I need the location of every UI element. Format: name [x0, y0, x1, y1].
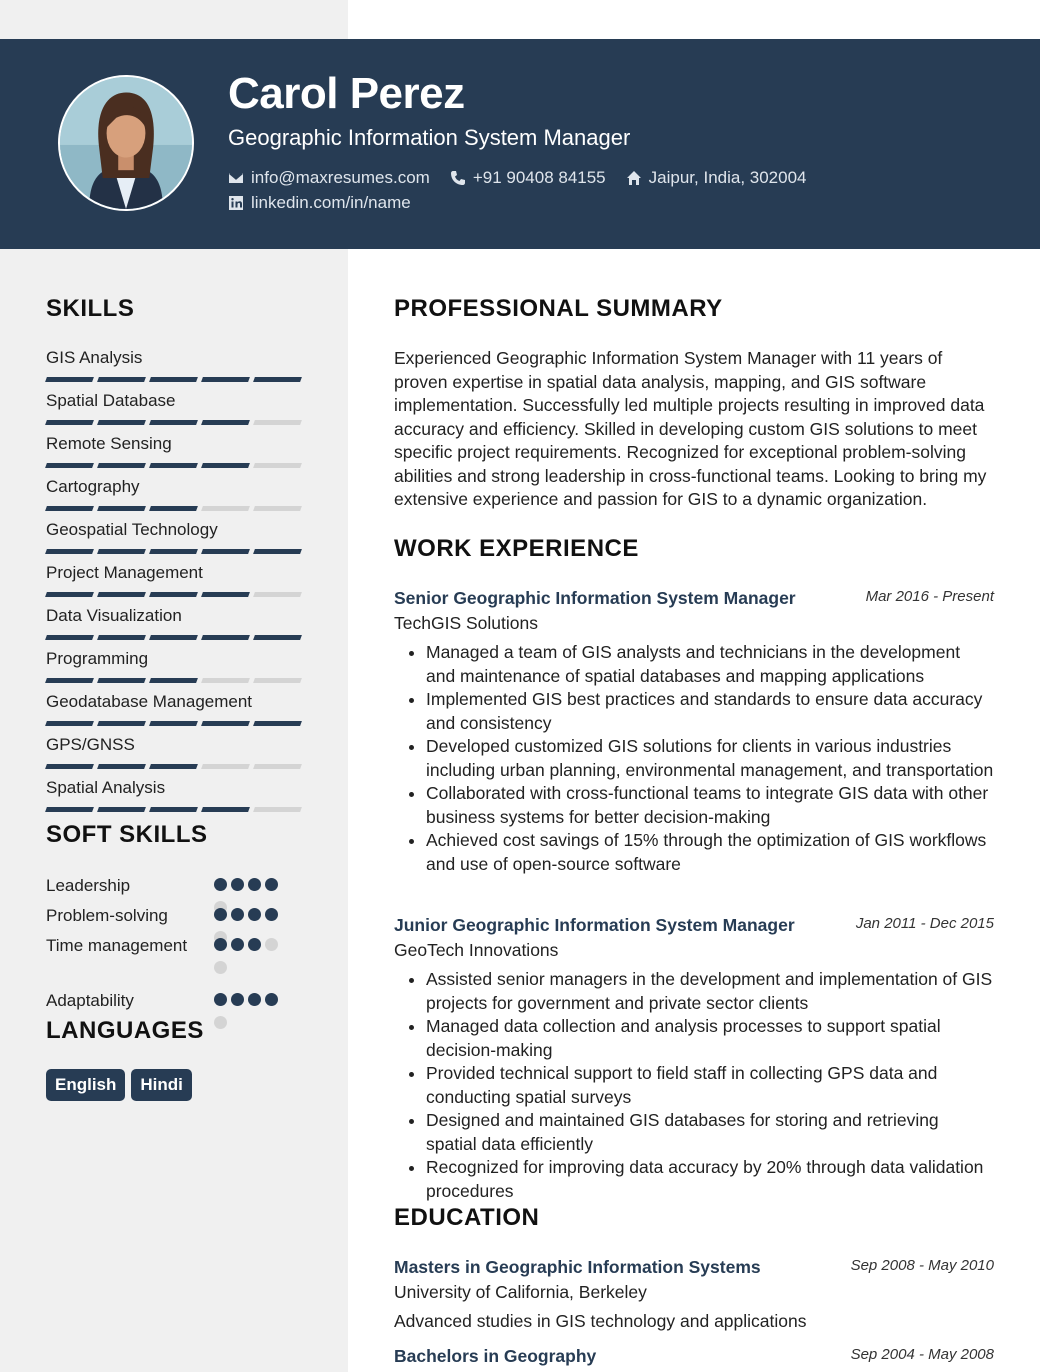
education-description: Advanced studies in GIS technology and applications	[394, 1311, 807, 1331]
candidate-title: Geographic Information System Manager	[228, 125, 631, 150]
job-entry	[394, 915, 994, 1203]
school-name: University of California, Berkeley	[394, 1282, 647, 1302]
skill-level-segment	[45, 807, 94, 812]
rating-dot	[214, 878, 227, 891]
skill-item	[46, 605, 302, 648]
soft-skill-name: Leadership	[46, 876, 131, 895]
skill-level-segment	[149, 807, 198, 812]
rating-dot	[214, 1016, 227, 1029]
skill-level-segment	[201, 420, 250, 425]
education-entry	[394, 1346, 994, 1367]
soft-skills-heading: SOFT SKILLS	[46, 821, 208, 848]
rating-dot	[248, 908, 261, 921]
skill-name: Remote Sensing	[46, 434, 172, 453]
job-date: Mar 2016 - Present	[865, 588, 994, 605]
skill-level-bar	[46, 678, 301, 683]
skill-level-segment	[149, 506, 198, 511]
phone-icon	[450, 170, 466, 186]
skill-level-segment	[201, 592, 250, 597]
soft-skill-item	[46, 989, 296, 1019]
profile-photo-icon	[60, 77, 192, 209]
avatar	[58, 75, 194, 211]
skill-level-segment	[97, 506, 146, 511]
rating-dot	[231, 878, 244, 891]
skill-item	[46, 347, 302, 390]
skill-level-bar	[46, 807, 301, 812]
skill-item	[46, 648, 302, 691]
summary-heading: PROFESSIONAL SUMMARY	[394, 295, 723, 322]
skill-level-segment	[97, 807, 146, 812]
skill-level-segment	[97, 678, 146, 683]
soft-skill-item	[46, 904, 296, 934]
skill-level-segment	[97, 764, 146, 769]
envelope-icon	[228, 170, 244, 186]
skill-level-bar	[46, 463, 301, 468]
skill-level-segment	[45, 549, 94, 554]
skill-level-segment	[45, 721, 94, 726]
job-company: TechGIS Solutions	[394, 613, 538, 633]
skill-level-segment	[253, 463, 302, 468]
languages-heading: LANGUAGES	[46, 1017, 204, 1044]
skill-level-segment	[253, 420, 302, 425]
skill-level-bar	[46, 592, 301, 597]
rating-dot	[265, 993, 278, 1006]
skill-name: GIS Analysis	[46, 348, 143, 367]
job-bullets	[394, 968, 994, 1203]
skill-level-segment	[253, 549, 302, 554]
skills-list	[46, 347, 302, 820]
list-item: • Managed data collection and analysis processes to support spatial decision-making	[426, 1015, 994, 1062]
languages-list	[46, 1069, 192, 1101]
skill-level-segment	[45, 506, 94, 511]
rating-dot	[248, 993, 261, 1006]
degree-title: Bachelors in Geography	[394, 1346, 597, 1366]
skill-name: Spatial Analysis	[46, 778, 166, 797]
list-item: • Achieved cost savings of 15% through the optimization of GIS workflows and use of open-source software	[426, 829, 994, 876]
skill-level-segment	[149, 678, 198, 683]
skills-heading: SKILLS	[46, 295, 135, 322]
skill-level-bar	[46, 506, 301, 511]
skill-level-segment	[97, 420, 146, 425]
skill-level-segment	[45, 764, 94, 769]
skill-item	[46, 734, 302, 777]
soft-skills-list	[46, 874, 296, 1019]
rating-dot	[231, 938, 244, 951]
list-item: • Assisted senior managers in the development and implementation of GIS projects for government and private sector clients	[426, 968, 994, 1015]
skill-level-segment	[149, 721, 198, 726]
list-item: • Implemented GIS best practices and standards to ensure data accuracy and consistency	[426, 688, 994, 735]
skill-level-bar	[46, 549, 301, 554]
soft-skill-rating	[214, 993, 288, 1029]
skill-name: Data Visualization	[46, 606, 182, 625]
skill-level-segment	[97, 592, 146, 597]
rating-dot	[248, 878, 261, 891]
soft-skill-rating	[214, 938, 288, 974]
job-date: Jan 2011 - Dec 2015	[855, 915, 994, 932]
skill-level-segment	[201, 377, 250, 382]
job-bullets	[394, 641, 994, 876]
skill-level-segment	[149, 549, 198, 554]
contact-linkedin[interactable]	[228, 193, 411, 213]
rating-dot	[231, 993, 244, 1006]
list-item: • Developed customized GIS solutions for clients in various industries including urban planning, environmental management, and transportation	[426, 735, 994, 782]
list-item: • Provided technical support to field staff in collecting GPS data and conducting spatial surveys	[426, 1062, 994, 1109]
skill-item	[46, 562, 302, 605]
soft-skill-name: Problem-solving	[46, 906, 168, 925]
contact-email[interactable]	[228, 168, 430, 188]
skill-level-segment	[97, 721, 146, 726]
skill-level-segment	[97, 549, 146, 554]
linkedin-icon	[228, 195, 244, 211]
skill-level-segment	[97, 377, 146, 382]
skill-level-segment	[253, 678, 302, 683]
rating-dot	[265, 938, 278, 951]
skill-level-segment	[45, 635, 94, 640]
skill-name: Programming	[46, 649, 149, 668]
skill-level-segment	[45, 678, 94, 683]
skill-name: Project Management	[46, 563, 203, 582]
email-text: info@maxresumes.com	[251, 168, 430, 187]
skill-level-segment	[201, 463, 250, 468]
language-tag: Hindi	[131, 1069, 192, 1101]
linkedin-text: linkedin.com/in/name	[251, 193, 411, 212]
education-date: Sep 2004 - May 2008	[850, 1346, 994, 1363]
skill-item	[46, 691, 302, 734]
skill-name: Geospatial Technology	[46, 520, 218, 539]
skill-level-bar	[46, 764, 301, 769]
language-tag: English	[46, 1069, 125, 1101]
education-date: Sep 2008 - May 2010	[850, 1257, 994, 1274]
skill-level-segment	[97, 463, 146, 468]
list-item: • Designed and maintained GIS databases for storing and retrieving spatial data efficiently	[426, 1109, 994, 1156]
skill-level-segment	[253, 764, 302, 769]
list-item: • Collaborated with cross-functional teams to integrate GIS data with other business systems for better decision-making	[426, 782, 994, 829]
skill-level-segment	[149, 463, 198, 468]
job-company: GeoTech Innovations	[394, 940, 559, 960]
skill-level-segment	[149, 635, 198, 640]
skill-level-segment	[149, 592, 198, 597]
skill-level-segment	[45, 377, 94, 382]
skill-level-segment	[45, 420, 94, 425]
skill-level-segment	[149, 377, 198, 382]
skill-level-bar	[46, 420, 301, 425]
location-text: Jaipur, India, 302004	[648, 168, 807, 187]
skill-item	[46, 519, 302, 562]
soft-skill-item	[46, 874, 296, 904]
skill-level-bar	[46, 635, 301, 640]
skill-item	[46, 433, 302, 476]
job-title: Junior Geographic Information System Manager	[394, 915, 795, 935]
contact-location	[626, 168, 807, 188]
contact-row	[228, 168, 827, 188]
list-item: • Recognized for improving data accuracy by 20% through data validation procedures	[426, 1156, 994, 1203]
degree-title: Masters in Geographic Information Systems	[394, 1257, 761, 1277]
skill-level-segment	[253, 807, 302, 812]
skill-level-segment	[149, 764, 198, 769]
rating-dot	[265, 908, 278, 921]
skill-name: Cartography	[46, 477, 140, 496]
rating-dot	[214, 908, 227, 921]
skill-level-segment	[45, 592, 94, 597]
rating-dot	[214, 993, 227, 1006]
rating-dot	[214, 938, 227, 951]
skill-level-bar	[46, 377, 301, 382]
skill-item	[46, 476, 302, 519]
rating-dot	[248, 938, 261, 951]
contact-phone[interactable]	[450, 168, 606, 188]
skill-name: Geodatabase Management	[46, 692, 253, 711]
list-item: • Managed a team of GIS analysts and technicians in the development and maintenance of spatial databases and mapping applications	[426, 641, 994, 688]
soft-skill-item	[46, 934, 296, 989]
skill-name: GPS/GNSS	[46, 735, 135, 754]
contact-row	[228, 193, 431, 213]
skill-level-segment	[201, 506, 250, 511]
skill-level-segment	[201, 721, 250, 726]
summary-text: Experienced Geographic Information System Manager with 11 years of proven expertise in spatial data analysis, mapping, and GIS software implementation. Successfully led multiple projects resulting in improved data accuracy and efficiency. Skilled in developing custom GIS solutions to meet specific project requirements. Recognized for exceptional problem-solving abilities and strong leadership in cross-functional teams. Looking to bring my extensive experience and passion for GIS to a dynamic organization.	[394, 348, 987, 509]
skill-level-bar	[46, 721, 301, 726]
skill-level-segment	[253, 721, 302, 726]
rating-dot	[214, 961, 227, 974]
skill-level-segment	[149, 420, 198, 425]
phone-text: +91 90408 84155	[472, 168, 606, 187]
resume-header	[0, 39, 1040, 249]
skill-level-segment	[253, 506, 302, 511]
skill-item	[46, 777, 302, 820]
skill-level-segment	[201, 549, 250, 554]
skill-level-segment	[45, 463, 94, 468]
candidate-name: Carol Perez	[228, 69, 465, 118]
job-entry	[394, 588, 994, 876]
home-icon	[626, 170, 642, 186]
skill-level-segment	[253, 377, 302, 382]
skill-level-segment	[253, 592, 302, 597]
skill-level-segment	[201, 764, 250, 769]
skill-name: Spatial Database	[46, 391, 176, 410]
skill-level-segment	[201, 635, 250, 640]
skill-level-segment	[97, 635, 146, 640]
skill-level-segment	[253, 635, 302, 640]
skill-level-segment	[201, 678, 250, 683]
experience-heading: WORK EXPERIENCE	[394, 535, 639, 562]
education-entry	[394, 1257, 994, 1332]
soft-skill-name: Adaptability	[46, 991, 134, 1010]
job-title: Senior Geographic Information System Manager	[394, 588, 796, 608]
rating-dot	[231, 908, 244, 921]
skill-item	[46, 390, 302, 433]
soft-skill-name: Time management	[46, 936, 188, 955]
skill-level-segment	[201, 807, 250, 812]
education-heading: EDUCATION	[394, 1204, 540, 1231]
rating-dot	[265, 878, 278, 891]
